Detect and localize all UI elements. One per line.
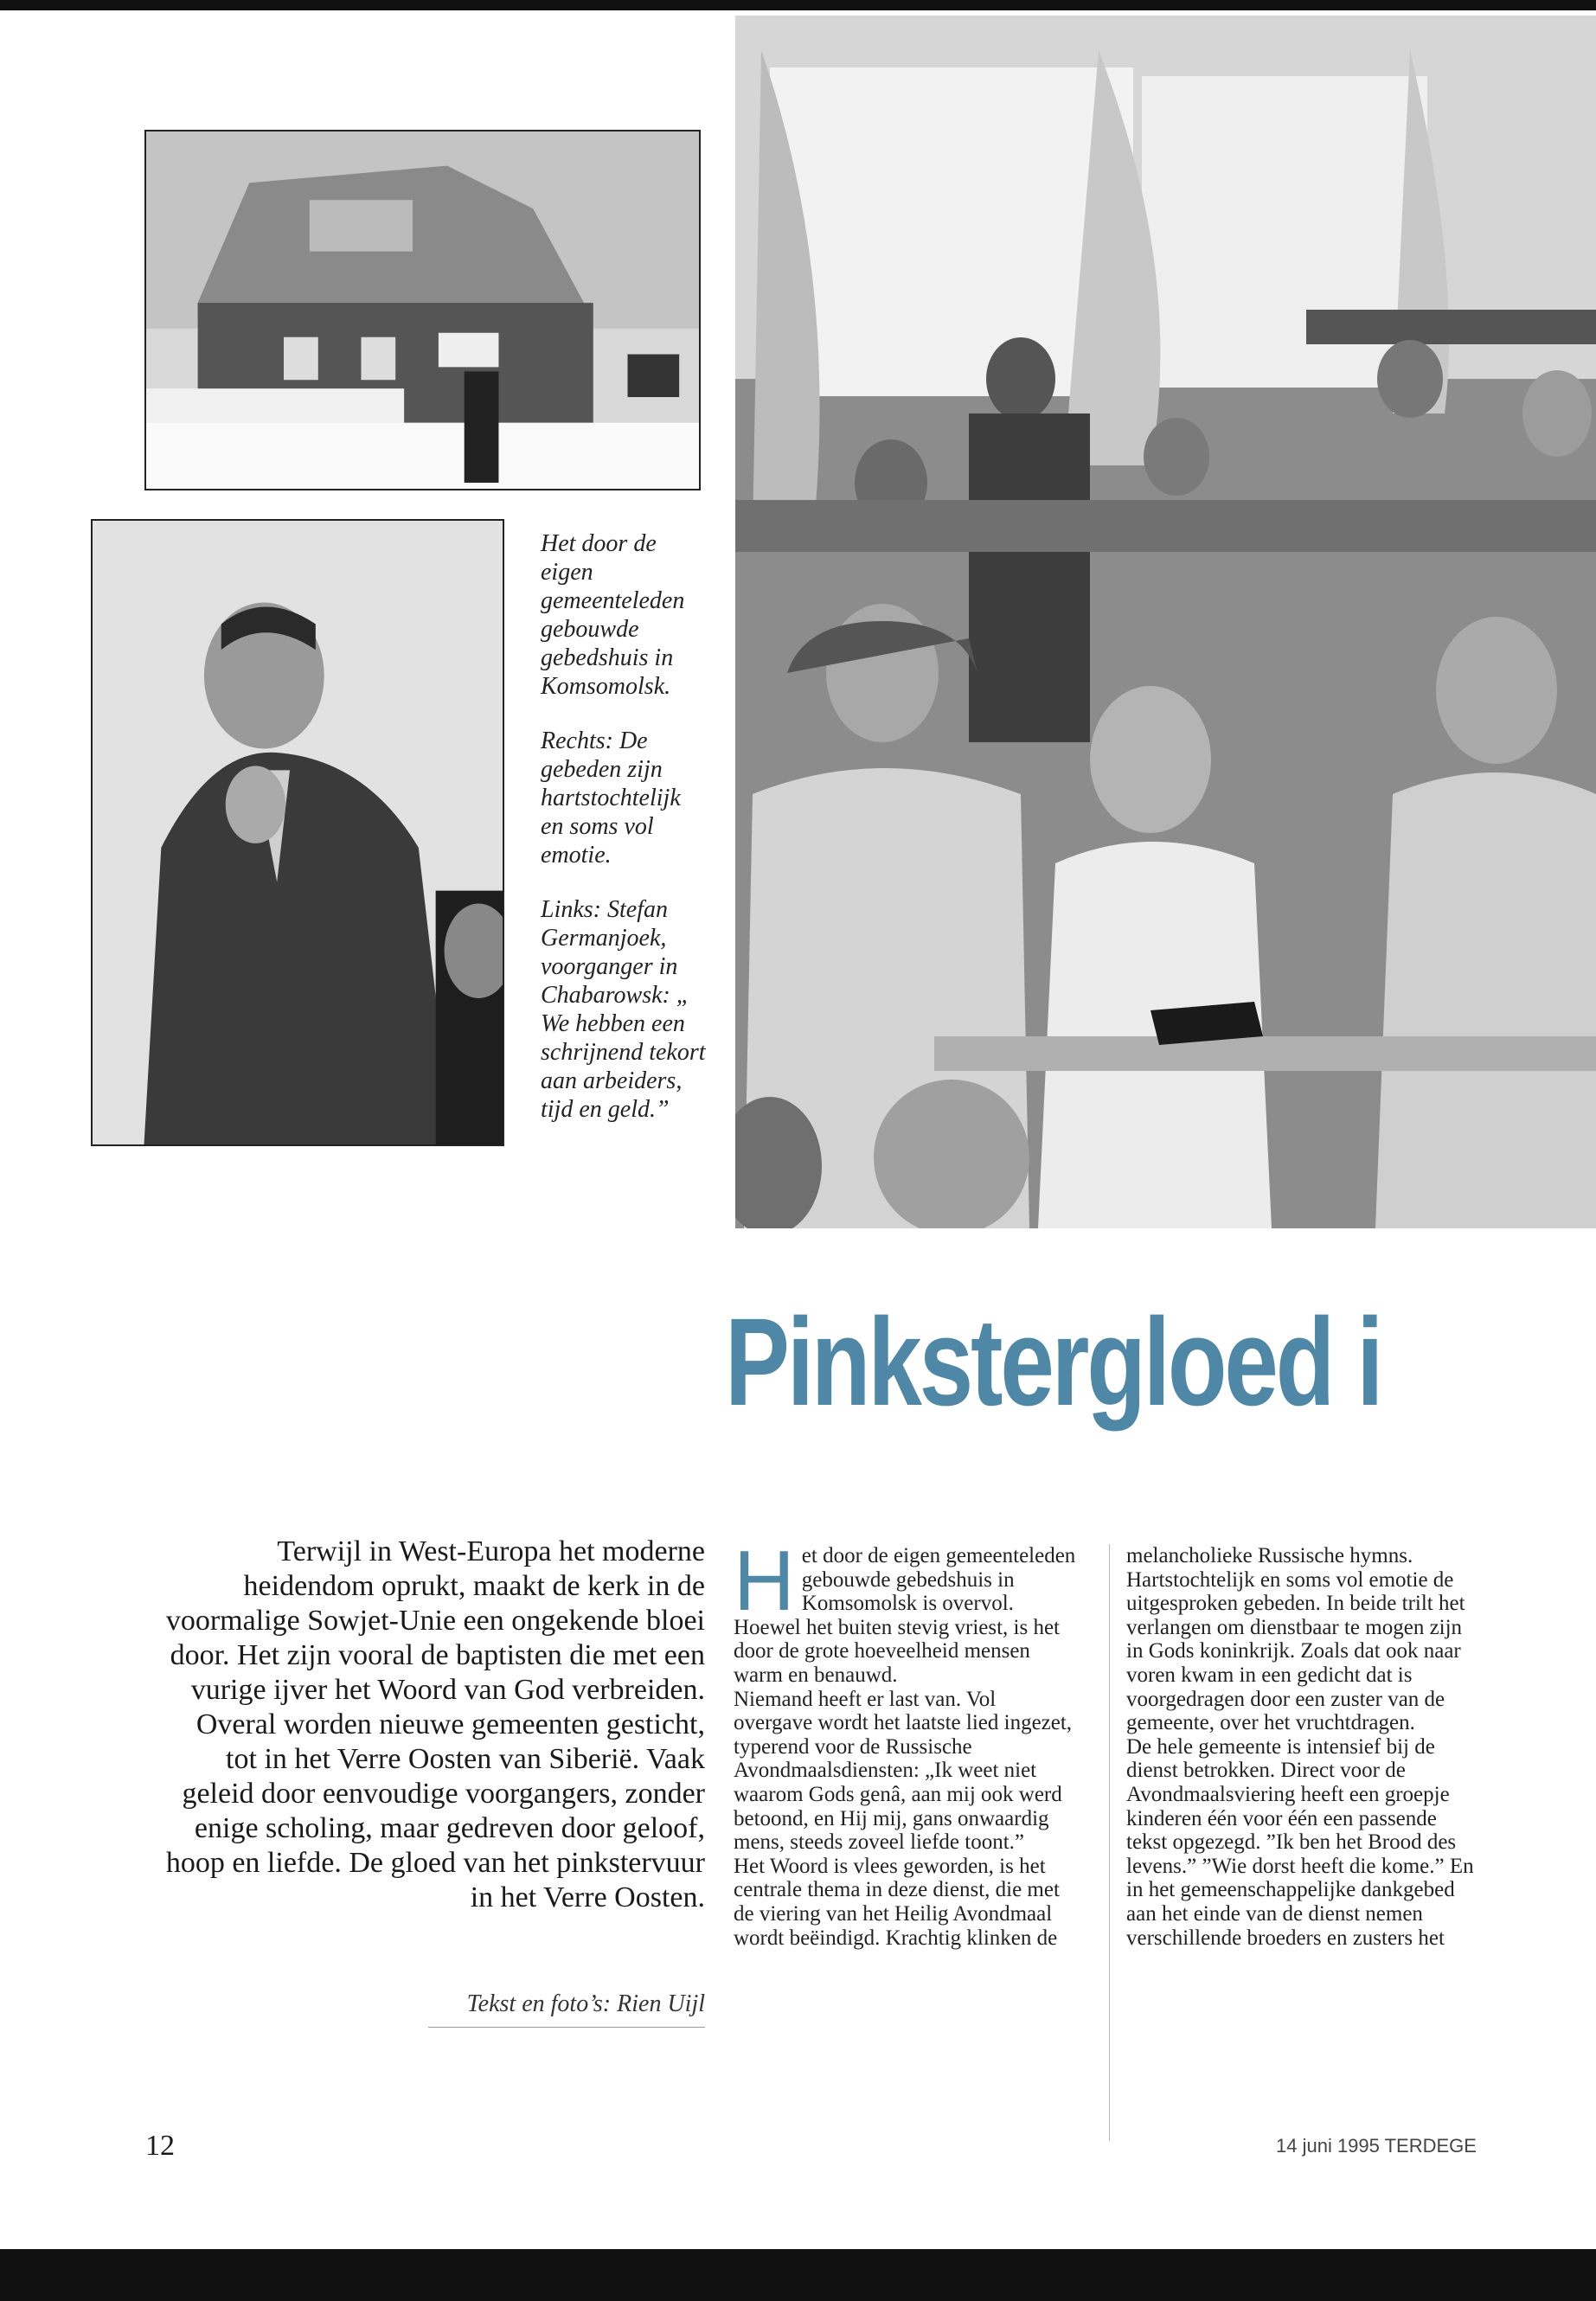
article-paragraph: Het door de eigen gemeenteleden gebouwde gebedshuis in Komsomolsk is overvol. Hoewel het buiten stevig vriest, is het door de grote hoeveelheid mensen warm en benauwd.	[734, 1533, 1076, 1687]
article-column-1	[734, 1533, 1080, 1950]
photo-credit: Tekst en foto’s: Rien Uijl	[466, 1990, 705, 2017]
article-column-2	[1126, 1544, 1481, 1950]
article-paragraph: De hele gemeente is intensief bij de dienst betrokken. Direct voor de Avondmaalsviering heeft een groepje kinderen één voor één een passende tekst opgezegd. ”Ik ben het Brood des levens.” ”Wie dorst heeft die kome.” En in het gemeenschappelijke dankgebed aan het einde van de dienst nemen verschillende broeders en zusters het	[1126, 1734, 1474, 1950]
photo-captions	[541, 529, 709, 1150]
intro-text: Terwijl in West-Europa het moderne heidendom oprukt, maakt de kerk in de voormalige Sowjet-Unie een ongekende bloei door. Het zijn vooral de baptisten die met een vurige ijver het Woord van God verbreiden. Overal worden nieuwe gemeenten gesticht, tot in het Verre Oosten van Siberië. Vaak geleid door eenvoudige voorgangers, zonder enige scholing, maar gedreven door geloof, hoop en liefde. De gloed van het pinkstervuur in het Verre Oosten.	[165, 1535, 705, 1913]
drop-cap: H	[734, 1533, 795, 1628]
article-paragraph: Het Woord is vlees geworden, is het centrale thema in deze dienst, die met de viering van het Heilig Avondmaal wordt beëindigd. Krachtig klinken de	[734, 1854, 1060, 1950]
preacher-photo	[91, 519, 504, 1146]
article-paragraph: Niemand heeft er last van. Vol overgave wordt het laatste lied ingezet, typerend voor de Russische Avondmaalsdiensten: „Ik weet niet waarom Gods genâ, aan mij ook werd betoond, en Hij mij, gans onwaardig mens, steeds zoveel liefde toont.”	[734, 1687, 1073, 1855]
page-number: 12	[145, 2130, 175, 2162]
top-rule	[0, 0, 1596, 10]
caption-left: Links: Stefan Germanjoek, voorganger in Chabarowsk: „ We hebben een schrijnend tekort aan arbeiders, tijd en geld.”	[541, 896, 706, 1123]
bottom-rule	[0, 2249, 1596, 2301]
congregation-photo	[735, 16, 1596, 1228]
caption-church: Het door de eigen gemeenteleden gebouwde gebedshuis in Komsomolsk.	[541, 530, 685, 700]
church-photo	[144, 130, 701, 490]
caption-right: Rechts: De gebeden zijn hartstochtelijk en soms vol emotie.	[541, 727, 681, 868]
column-divider	[1109, 1544, 1110, 2141]
article-paragraph: melancholieke Russische hymns. Hartstochtelijk en soms vol emotie de uitgesproken gebeden. In beide trilt het verlangen om dienstbaar te mogen zijn in Gods koninkrijk. Zoals dat ook naar voren kwam in een gedicht dat is voorgedragen door een zuster van de gemeente, over het vruchtdragen.	[1126, 1544, 1465, 1735]
credit-rule	[428, 2027, 705, 2028]
issue-date: 14 juni 1995 TERDEGE	[1276, 2135, 1477, 2157]
headline: Pinkstergloed i	[725, 1292, 1381, 1432]
